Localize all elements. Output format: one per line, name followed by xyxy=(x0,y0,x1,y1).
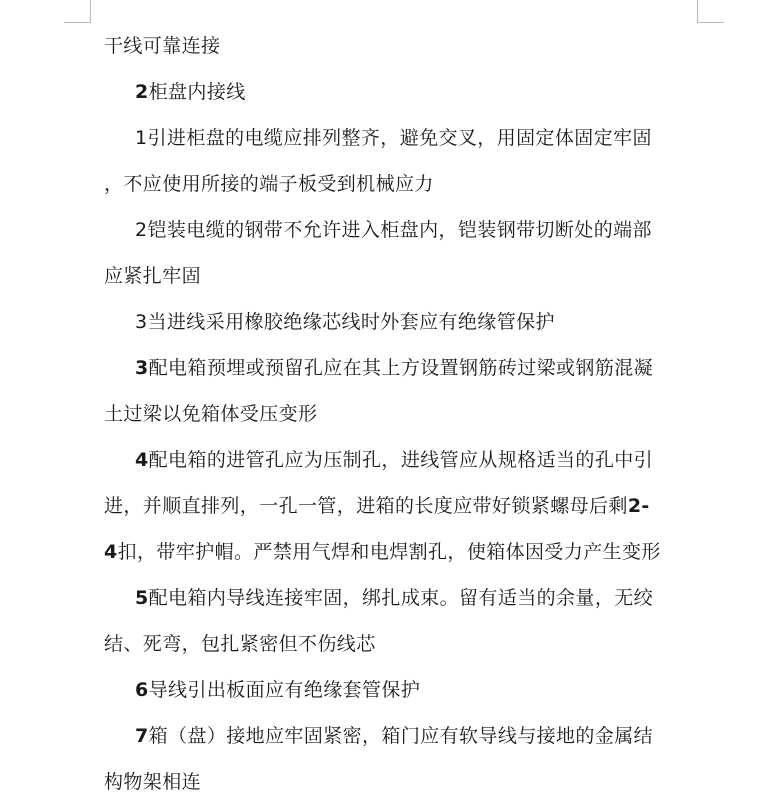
line-text: 配电箱内导线连接牢固，绑扎成束。留有适当的余量，无绞 xyxy=(148,587,654,609)
section-number: 2 xyxy=(135,81,149,103)
text-line xyxy=(104,345,684,391)
line-text: 引进柜盘的电缆应排列整齐，避免交叉，用固定体固定牢固 xyxy=(147,127,652,149)
crop-mark-top-left xyxy=(64,0,91,23)
line-text: 当进线采用橡胶绝缘芯线时外套应有绝缘管保护 xyxy=(147,311,555,333)
line-text: 土过梁以免箱体受压变形 xyxy=(104,403,318,425)
text-line xyxy=(104,759,684,805)
text-line xyxy=(104,621,684,667)
text-line xyxy=(104,667,684,713)
line-text: 导线引出板面应有绝缘套管保护 xyxy=(148,679,421,701)
item-number: 7 xyxy=(135,725,149,747)
line-text: 构物架相连 xyxy=(104,771,202,793)
item-number: 2 xyxy=(135,219,148,241)
item-number: 3 xyxy=(135,357,149,379)
line-text: 配电箱预埋或预留孔应在其上方设置钢筋砖过梁或钢筋混凝 xyxy=(148,357,654,379)
text-line xyxy=(104,437,684,483)
text-line xyxy=(104,23,684,69)
section-heading xyxy=(104,69,684,115)
text-line xyxy=(104,483,684,529)
line-text: 配电箱的进管孔应为压制孔，进线管应从规格适当的孔中引 xyxy=(148,449,654,471)
item-number: 1 xyxy=(135,127,148,149)
text-line xyxy=(104,575,684,621)
line-text: 结、死弯，包扎紧密但不伤线芯 xyxy=(104,633,376,655)
line-text: 应紧扎牢固 xyxy=(104,265,202,287)
text-line xyxy=(104,529,684,575)
line-text: 扣，带牢护帽。严禁用气焊和电焊割孔，使箱体因受力产生变形 xyxy=(117,541,661,563)
item-number: 4 xyxy=(135,449,149,471)
line-text: 箱（盘）接地应牢固紧密，箱门应有软导线与接地的金属结 xyxy=(148,725,654,747)
text-line xyxy=(104,713,684,759)
text-line xyxy=(104,391,684,437)
document-body xyxy=(104,23,684,805)
line-tail: 2- xyxy=(627,495,650,517)
crop-mark-top-right xyxy=(697,0,724,23)
text-line xyxy=(104,115,684,161)
line-lead: 4 xyxy=(104,541,118,563)
text-line xyxy=(104,299,684,345)
text-line xyxy=(104,161,684,207)
text-line xyxy=(104,253,684,299)
text-line xyxy=(104,207,684,253)
line-text: 进，并顺直排列，一孔一管，进箱的长度应带好锁紧螺母后剩 xyxy=(104,495,628,517)
item-number: 3 xyxy=(135,311,148,333)
line-text: 干线可靠连接 xyxy=(104,35,221,57)
item-number: 5 xyxy=(135,587,149,609)
line-text: 铠装电缆的钢带不允许进入柜盘内，铠装钢带切断处的端部 xyxy=(147,219,652,241)
item-number: 6 xyxy=(135,679,149,701)
line-text: 柜盘内接线 xyxy=(148,81,246,103)
line-text: ，不应使用所接的端子板受到机械应力 xyxy=(104,173,434,195)
